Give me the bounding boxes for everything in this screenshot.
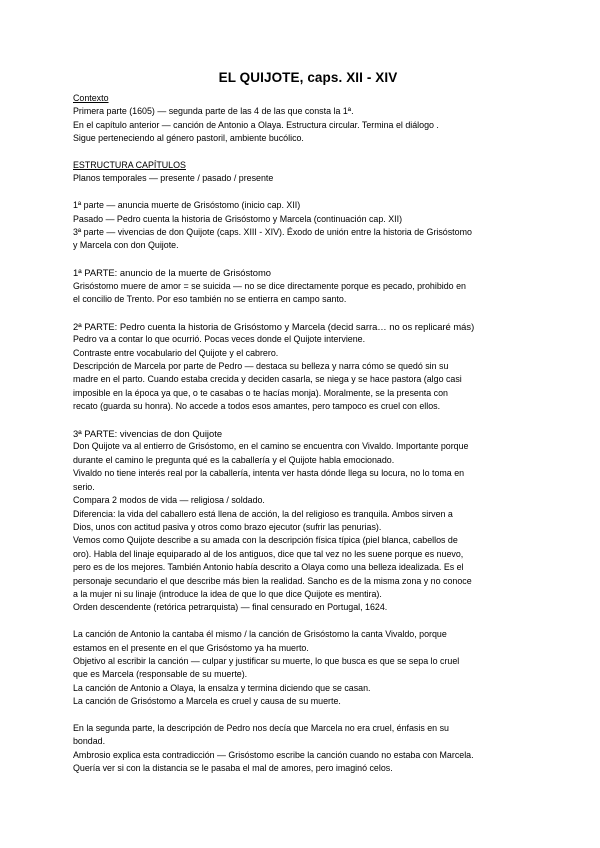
paragraph-line: Grisóstomo muere de amor = se suicida — no se dice directamente porque es pecado, prohibido en: [73, 280, 466, 291]
paragraph-line: personaje secundario el que describe más bien la realidad. Sancho es de la misma zona y no conoce: [73, 575, 472, 586]
paragraph-line: estamos en el presente en el que Grisóstomo ya ha muerto.: [73, 642, 309, 653]
paragraph-line: Descripción de Marcela por parte de Pedro — destaca su belleza y narra cómo se quedó sin su: [73, 361, 449, 372]
paragraph-line: Primera parte (1605) — segunda parte de las 4 de las que consta la 1ª.: [73, 106, 354, 117]
paragraph-line: Planos temporales — presente / pasado / presente: [73, 173, 274, 184]
paragraph-line: a la mujer ni su linaje (introduce la idea de que lo que dice Quijote es mentira).: [73, 588, 382, 599]
paragraph-line: el concilio de Trento. Por eso también no se entierra en campo santo.: [73, 294, 347, 305]
paragraph-line: serio.: [73, 481, 95, 492]
document-title: EL QUIJOTE, caps. XII - XIV: [218, 70, 398, 85]
paragraph-line: imposible en la época ya que, o te casabas o te hacías monja). Moralmente, se la presenta con: [73, 387, 448, 398]
section-heading-estructura: ESTRUCTURA CAPÍTULOS: [73, 160, 186, 171]
section-heading-parte-3: 3ª PARTE: vivencias de don Quijote: [73, 428, 223, 440]
paragraph-line: que es Marcela (responsable de su muerte).: [73, 669, 248, 680]
section-heading-contexto: Contexto: [73, 93, 109, 103]
paragraph-line: Sigue perteneciendo al género pastoril, ambiente bucólico.: [73, 133, 304, 144]
paragraph-line: Quería ver si con la distancia se le pasaba el mal de amores, pero imaginó celos.: [73, 763, 393, 774]
paragraph-line: recato (guarda su honra). No accede a todos esos amantes, pero tampoco es cruel con ellos.: [73, 401, 441, 412]
paragraph-line: Dios, unos con actitud pasiva y otros como brazo ejecutor (sufrir las penurias).: [73, 521, 382, 532]
section-heading-parte-2: 2ª PARTE: Pedro cuenta la historia de Grisóstomo y Marcela (decid sarra… no os replicaré más): [73, 320, 475, 332]
paragraph-line: Pedro va a contar lo que ocurrió. Pocas veces donde el Quijote interviene.: [73, 334, 366, 345]
paragraph-line: Pasado — Pedro cuenta la historia de Grisóstomo y Marcela (continuación cap. XII): [73, 213, 403, 224]
paragraph-line: En la segunda parte, la descripción de Pedro nos decía que Marcela no era cruel, énfasis en su: [73, 722, 449, 733]
paragraph-line: bondad.: [73, 736, 106, 747]
document-page: [73, 70, 543, 776]
paragraph-line: Vemos como Quijote describe a su amada con la descripción física típica (piel blanca, cabellos de: [73, 535, 458, 546]
paragraph-line: La canción de Antonio a Olaya, la ensalza y termina diciendo que se casan.: [73, 682, 371, 693]
paragraph-line: Contraste entre vocabulario del Quijote y el cabrero.: [73, 347, 279, 358]
paragraph-line: oro). Habla del linaje equiparado al de los antiguos, dice que tal vez no les suene porque es nuevo,: [73, 548, 464, 559]
paragraph-line: Don Quijote va al entierro de Grisóstomo, en el camino se encuentra con Vivaldo. Importante porque: [73, 441, 469, 452]
paragraph-line: Diferencia: la vida del caballero está llena de acción, la del religioso es tranquila. Ambos sirven a: [73, 508, 453, 519]
paragraph-line: En el capítulo anterior — canción de Antonio a Olaya. Estructura circular. Termina el diálogo .: [73, 119, 439, 130]
paragraph-line: Orden descendente (retórica petrarquista) — final censurado en Portugal, 1624.: [73, 602, 388, 613]
paragraph-line: durante el camino le pregunta qué es la caballería y el Quijote habla emocionado.: [73, 454, 395, 465]
paragraph-line: La canción de Antonio la cantaba él mismo / la canción de Grisóstomo la canta Vivaldo, porque: [73, 629, 447, 640]
paragraph-line: pero es de los mejores. También Antonio había descrito a Olaya como una belleza idealizada. Es el: [73, 562, 464, 573]
paragraph-line: Ambrosio explica esta contradicción — Grisóstomo escribe la canción cuando no estaba con Marcela.: [73, 749, 474, 760]
section-heading-parte-1: 1ª PARTE: anuncio de la muerte de Grisóstomo: [73, 267, 272, 279]
paragraph-line: Objetivo al escribir la canción — culpar y justificar su muerte, lo que busca es que se sepa lo cruel: [73, 655, 460, 666]
paragraph-line: 1ª parte — anuncia muerte de Grisóstomo (inicio cap. XII): [73, 200, 301, 211]
paragraph-line: y Marcela con don Quijote.: [73, 240, 179, 251]
paragraph-line: La canción de Grisóstomo a Marcela es cruel y causa de su muerte.: [73, 696, 341, 707]
paragraph-line: madre en el parto. Cuando estaba crecida y deciden casarla, se niega y se hace pastora (algo casi: [73, 374, 462, 385]
paragraph-line: Vivaldo no tiene interés real por la caballería, intenta ver hasta dónde llega su locura, no lo toma en: [73, 468, 465, 479]
paragraph-line: 3ª parte — vivencias de don Quijote (caps. XIII - XIV). Éxodo de unión entre la historia de Grisóstomo: [73, 227, 472, 238]
paragraph-line: Compara 2 modos de vida — religiosa / soldado.: [73, 495, 265, 506]
